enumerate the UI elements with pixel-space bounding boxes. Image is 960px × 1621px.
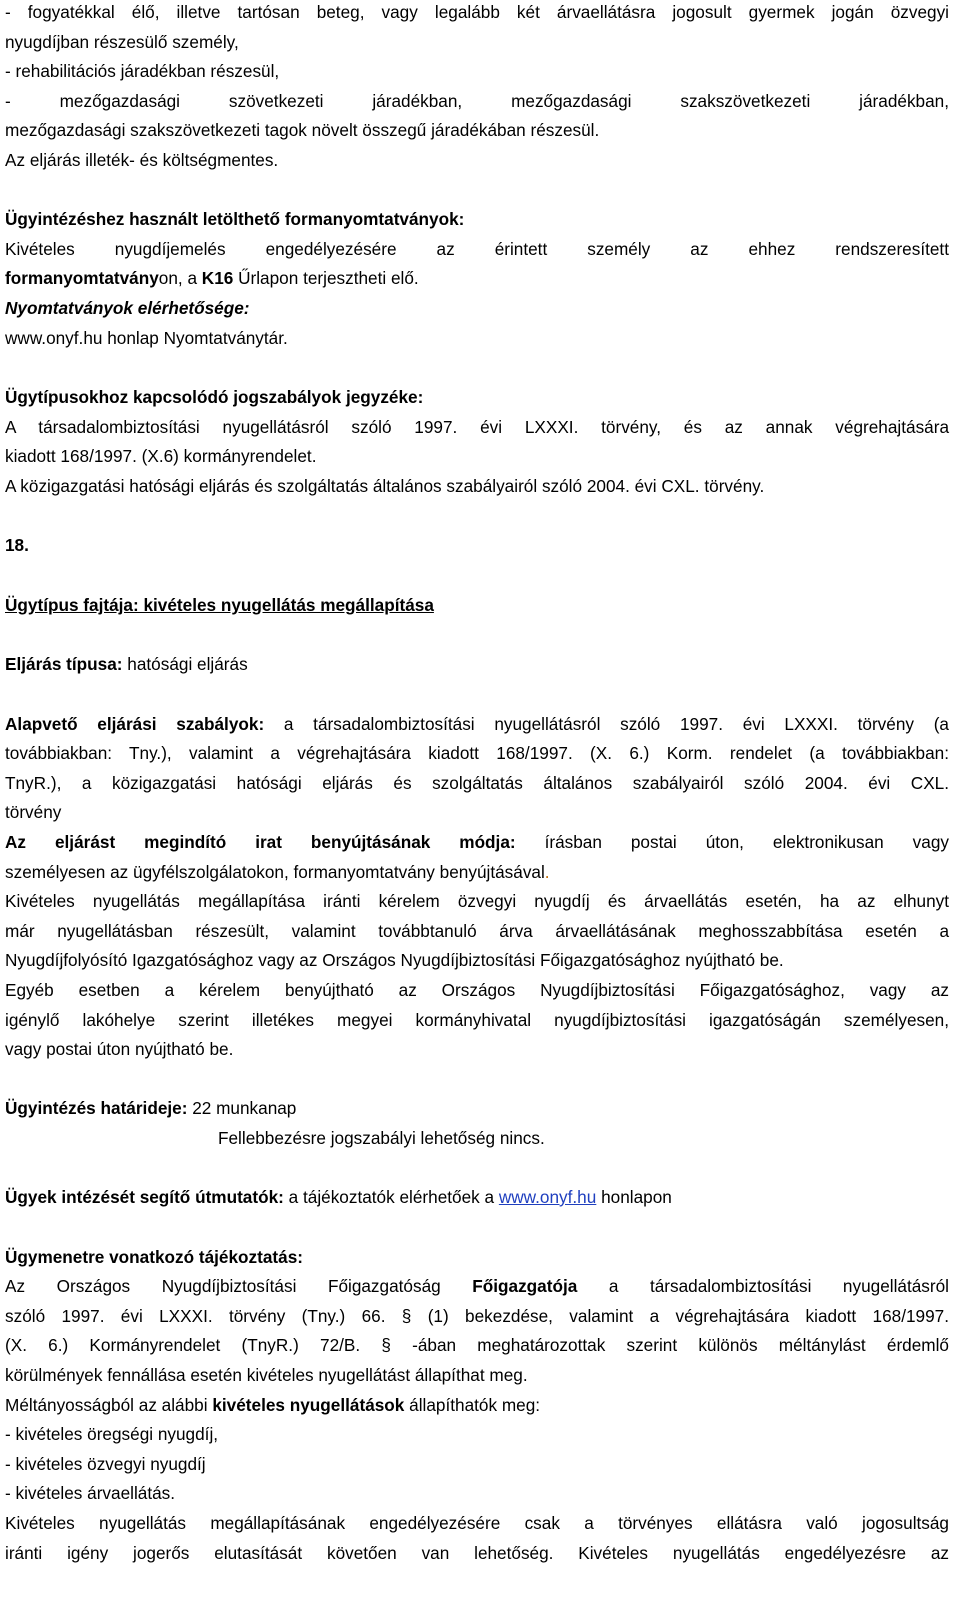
text-line: szóló 1997. évi LXXXI. törvény (Tny.) 66. § (1) bekezdése, valamint a végrehajtására kiadott 168/1997. xyxy=(5,1306,949,1326)
text-line xyxy=(5,860,949,884)
text-line: már nyugellátásban részesült, valamint továbbtanuló árva árvaellátásának meghosszabbítása esetén a xyxy=(5,921,949,941)
text-line xyxy=(5,1393,949,1417)
bold-text: Főigazgatója xyxy=(472,1276,578,1296)
text-line xyxy=(5,1274,949,1298)
form-code: K16 xyxy=(201,268,234,288)
inline-text: állapíthatók meg: xyxy=(404,1395,541,1415)
text-line: nyugdíjban részesülő személy, xyxy=(5,32,239,52)
bold-text: kivételes nyugellátások xyxy=(212,1395,405,1415)
forms-heading: Ügyintézéshez használt letölthető formanyomtatványok: xyxy=(5,209,465,229)
text-line: Fellebbezésre jogszabályi lehetőség nincs. xyxy=(218,1128,545,1148)
info-heading: Ügymenetre vonatkozó tájékoztatás: xyxy=(5,1247,303,1267)
text-line: Kivételes nyugellátás megállapítása iránti kérelem özvegyi nyugdíj és árvaellátás esetén, ha az elhunyt xyxy=(5,891,949,911)
text-line xyxy=(5,652,949,676)
field-label: Ügyintézés határideje: xyxy=(5,1098,188,1118)
text-line: igénylő lakóhelye szerint illetékes megyei kormányhivatal nyugdíjbiztosítási igazgatóságán személyesen, xyxy=(5,1010,949,1030)
text-line: - mezőgazdasági szövetkezeti járadékban, mezőgazdasági szakszövetkezeti járadékban, xyxy=(5,91,949,111)
inline-text: on, a xyxy=(158,268,202,288)
laws-heading: Ügytípusokhoz kapcsolódó jogszabályok jegyzéke: xyxy=(5,387,424,407)
text-line: vagy postai úton nyújtható be. xyxy=(5,1039,234,1059)
text-line: kiadott 168/1997. (X.6) kormányrendelet. xyxy=(5,446,317,466)
inline-text: személyesen az ügyfélszolgálatokon, formanyomtatvány benyújtásával xyxy=(5,862,545,882)
onyf-link[interactable]: www.onyf.hu xyxy=(498,1187,597,1207)
text-line: - rehabilitációs járadékban részesül, xyxy=(5,61,280,81)
text-line: (X. 6.) Kormányrendelet (TnyR.) 72/B. § -ában meghatározottak szerint különös méltánylást érdemlő xyxy=(5,1335,949,1355)
text-line: Kivételes nyugdíjemelés engedélyezésére az érintett személy az ehhez rendszeresített xyxy=(5,239,949,259)
section-number: 18. xyxy=(5,535,29,555)
list-item: - kivételes árvaellátás. xyxy=(5,1483,176,1503)
text-line xyxy=(5,712,949,736)
text-line: Egyéb esetben a kérelem benyújtható az Országos Nyugdíjbiztosítási Főigazgatósághoz, vagy az xyxy=(5,980,949,1000)
list-item: - kivételes özvegyi nyugdíj xyxy=(5,1454,206,1474)
text-line: Nyugdíjfolyósító Igazgatósághoz vagy az Országos Nyugdíjbiztosítási Főigazgatósághoz nyújtható be. xyxy=(5,950,784,970)
field-value: a társadalombiztosítási nyugellátásról szóló 1997. évi LXXXI. törvény (a xyxy=(264,714,949,734)
field-value: hatósági eljárás xyxy=(122,654,248,674)
text-line xyxy=(5,1096,949,1120)
inline-text: Űrlapon terjesztheti elő. xyxy=(233,268,419,288)
case-type-title: Ügytípus fajtája: kivételes nyugellátás megállapítása xyxy=(5,595,434,615)
inline-text: a társadalombiztosítási nyugellátásról xyxy=(577,1276,949,1296)
text-line xyxy=(5,266,949,290)
text-line: A közigazgatási hatósági eljárás és szolgáltatás általános szabályairól szóló 2004. évi CXL. törvény. xyxy=(5,476,765,496)
text-line: továbbiakban: Tny.), valamint a végrehajtására kiadott 168/1997. (X. 6.) Korm. rendelet (a továbbiakban: xyxy=(5,743,949,763)
text-line: - fogyatékkal élő, illetve tartósan beteg, vagy legalább két árvaellátásra jogosult gyermek jogán özvegyi xyxy=(5,2,949,22)
text-line xyxy=(5,830,949,854)
text-line: körülmények fennállása esetén kivételes nyugellátást állapíthat meg. xyxy=(5,1365,528,1385)
section-title xyxy=(5,593,949,617)
text-line: iránti igény jogerős elutasítását követően van lehetőség. Kivételes nyugellátás engedélyezésre az xyxy=(5,1543,949,1563)
bold-text: formanyomtatvány xyxy=(5,268,159,288)
text-line: www.onyf.hu honlap Nyomtatványtár. xyxy=(5,328,288,348)
field-label: Ügyek intézését segítő útmutatók: xyxy=(5,1187,284,1207)
field-value: írásban postai úton, elektronikusan vagy xyxy=(515,832,949,852)
text-line: A társadalombiztosítási nyugellátásról szóló 1997. évi LXXXI. törvény, és az annak végrehajtására xyxy=(5,417,949,437)
field-label: Az eljárást megindító irat benyújtásának módja: xyxy=(5,832,516,852)
field-label: Eljárás típusa: xyxy=(5,654,123,674)
text-line: törvény xyxy=(5,802,62,822)
text-line xyxy=(5,1185,949,1209)
inline-text: . xyxy=(544,862,550,882)
text-line: mezőgazdasági szakszövetkezeti tagok növelt összegű járadékában részesül. xyxy=(5,120,600,140)
field-label: Alapvető eljárási szabályok: xyxy=(5,714,265,734)
list-item: - kivételes öregségi nyugdíj, xyxy=(5,1424,219,1444)
text-line: Az eljárás illeték- és költségmentes. xyxy=(5,150,279,170)
forms-availability-heading: Nyomtatványok elérhetősége: xyxy=(5,298,250,318)
text-line: Kivételes nyugellátás megállapításának engedélyezésére csak a törvényes ellátásra való jogosultság xyxy=(5,1513,949,1533)
inline-text: Az Országos Nyugdíjbiztosítási Főigazgatóság xyxy=(5,1276,473,1296)
text-line: TnyR.), a közigazgatási hatósági eljárás és szolgáltatás általános szabályairól szóló 2004. évi CXL. xyxy=(5,773,949,793)
field-value: 22 munkanap xyxy=(187,1098,297,1118)
inline-text: Méltányosságból az alábbi xyxy=(5,1395,213,1415)
field-value: a tájékoztatók elérhetőek a xyxy=(283,1187,499,1207)
inline-text: honlapon xyxy=(596,1187,672,1207)
